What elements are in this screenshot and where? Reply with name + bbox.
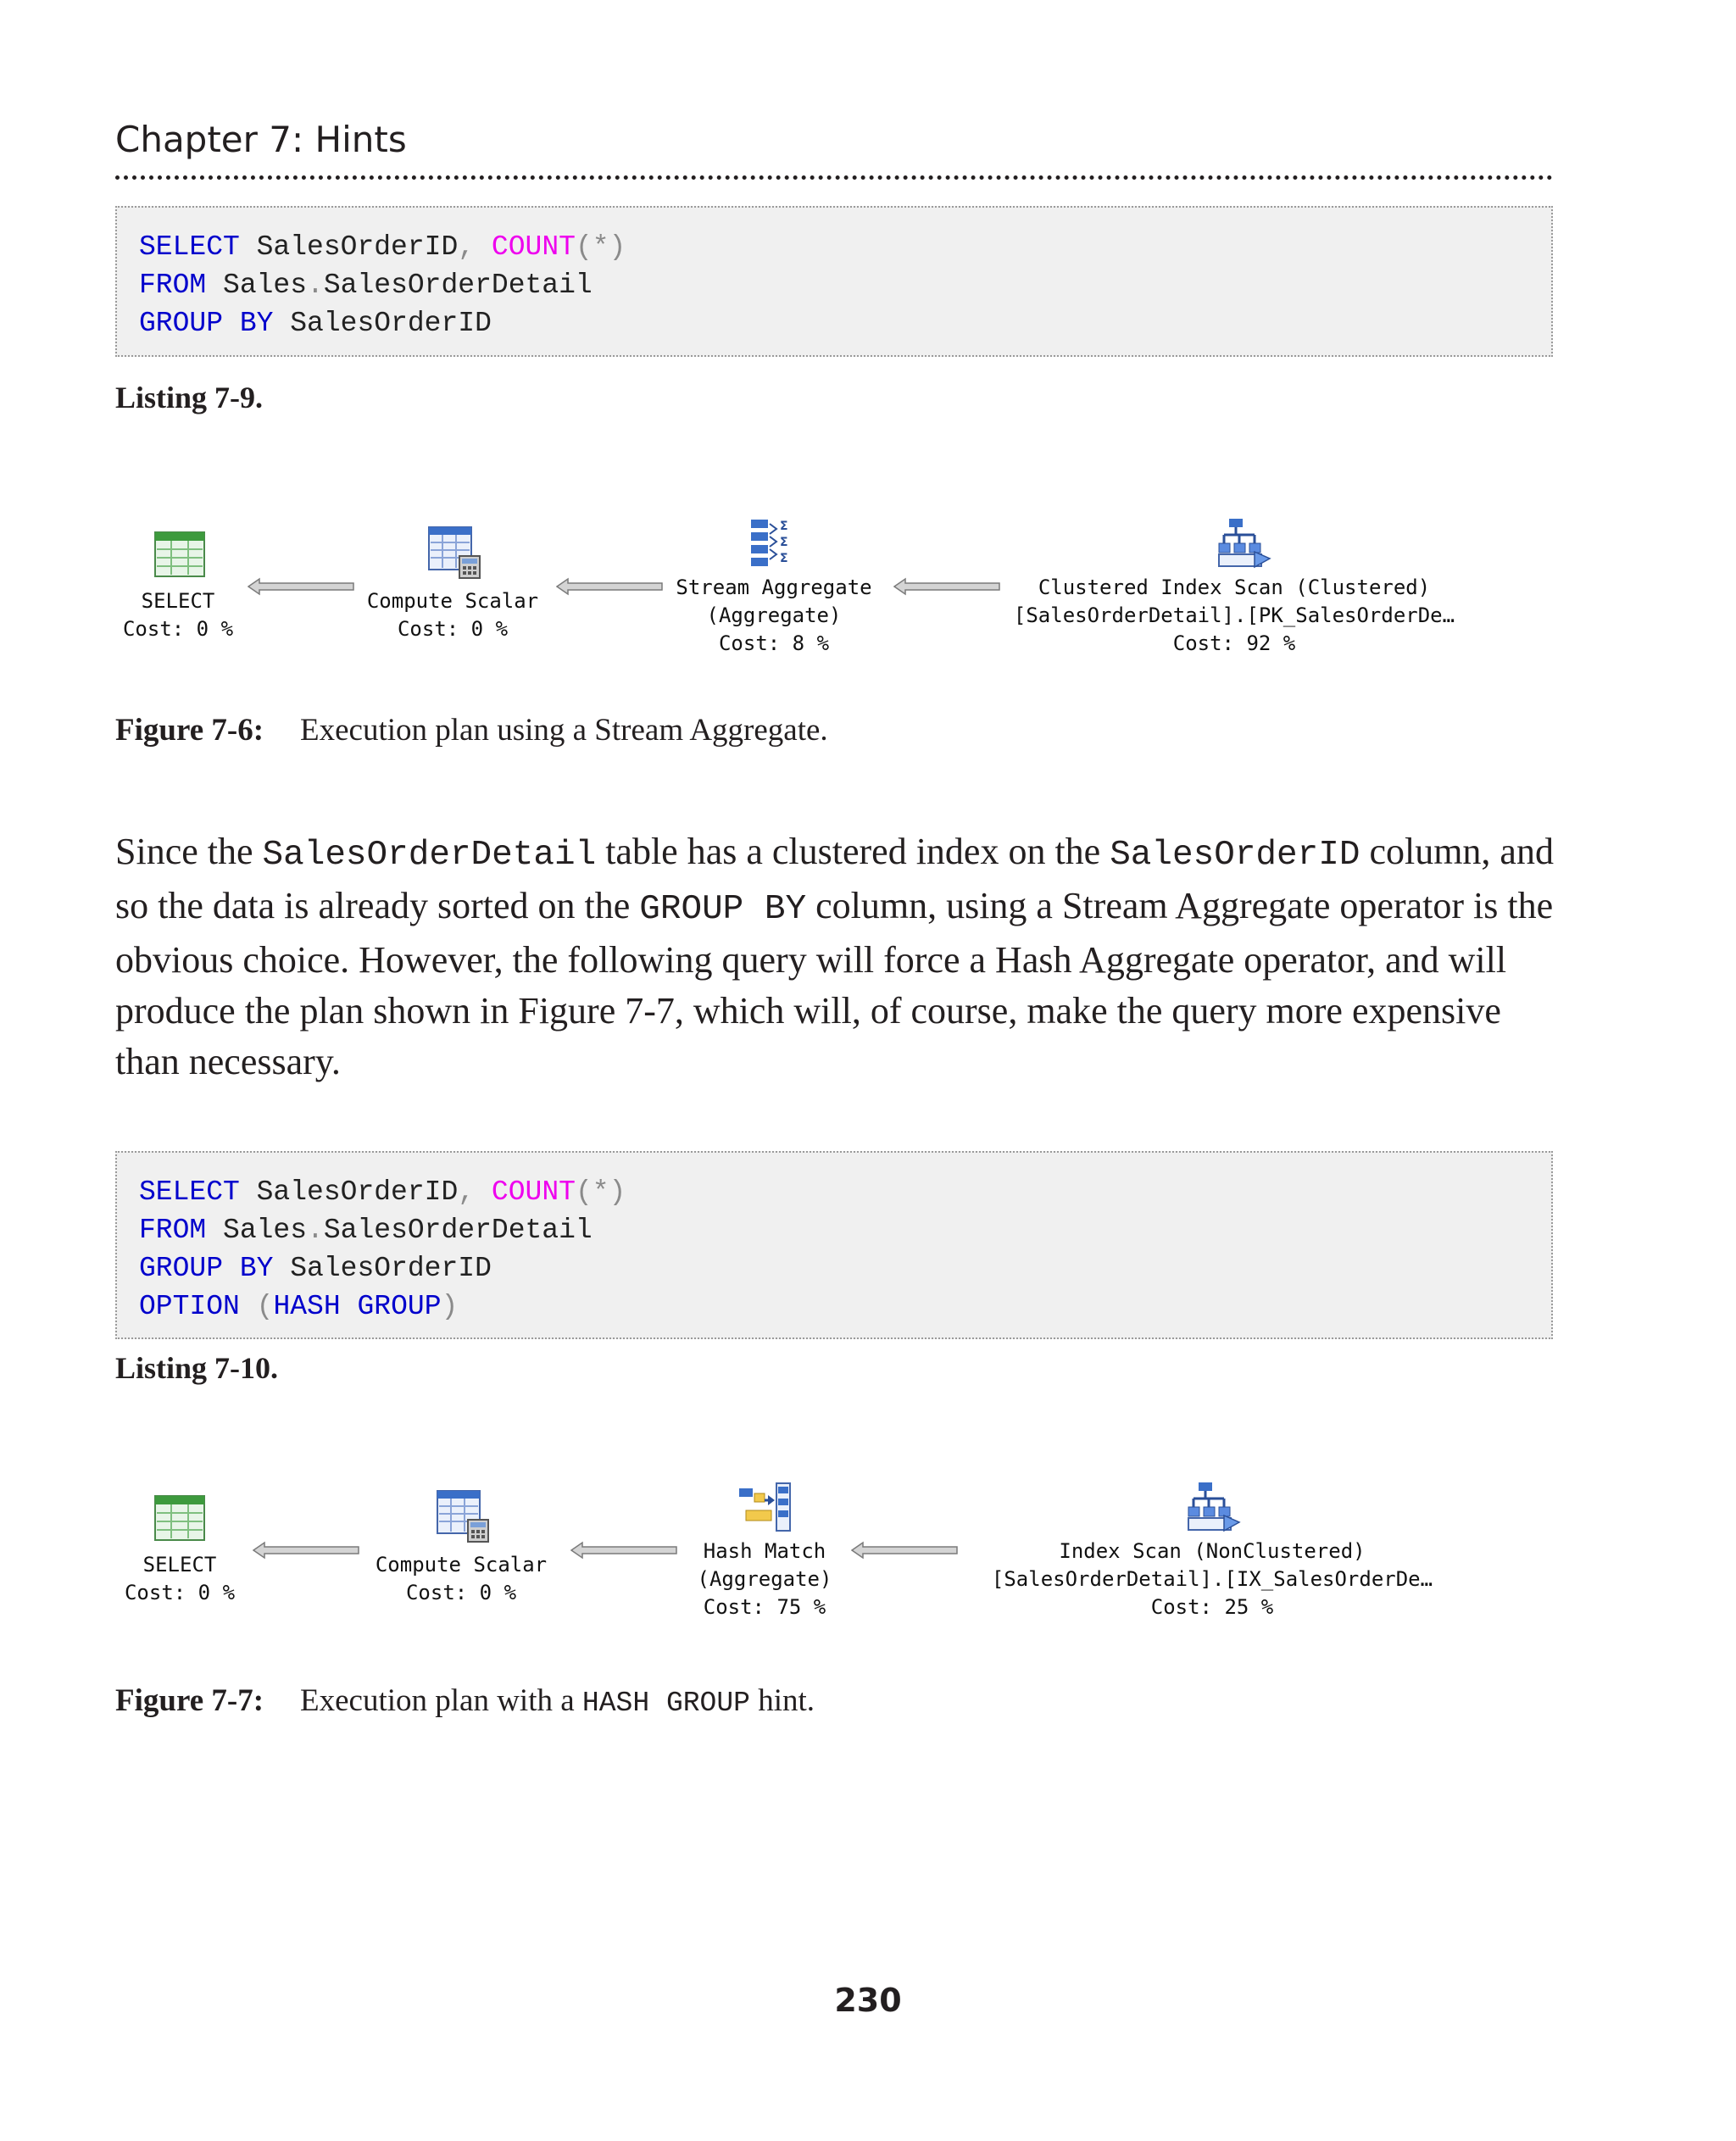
text-run: table has a clustered index on the xyxy=(596,831,1110,872)
code-token: SELECT xyxy=(139,231,240,263)
code-token: BY xyxy=(239,308,274,339)
figure-caption-7-7 xyxy=(115,1682,815,1719)
code-listing-7-9 xyxy=(115,206,1553,357)
code-token: , xyxy=(458,231,476,263)
code-token: GROUP xyxy=(357,1291,442,1322)
header-divider xyxy=(115,175,1553,180)
plan-operator-select-label xyxy=(93,587,263,643)
plan-operator-compute-scalar-label xyxy=(334,1551,588,1607)
data-flow-arrow xyxy=(570,1541,677,1564)
plan-operator-stream-aggregate-label xyxy=(647,574,901,658)
listing-caption-7-9: Listing 7-9. xyxy=(115,381,264,414)
code-token xyxy=(341,1291,358,1322)
code-token: FROM xyxy=(139,270,207,301)
text-run: column, and so the data is already sorted on the xyxy=(115,831,1554,926)
hash-match-icon xyxy=(737,1482,792,1538)
code-token: SalesOrderID xyxy=(273,1253,492,1284)
code-token: COUNT xyxy=(491,1176,576,1208)
plan-label-line: Cost: 8 % xyxy=(718,631,830,655)
index-scan-icon xyxy=(1187,1482,1243,1538)
plan-label-line: (Aggregate) xyxy=(697,1567,832,1591)
body-paragraph xyxy=(115,826,1556,1087)
figure-caption-7-6 xyxy=(115,712,828,748)
code-token xyxy=(240,1291,257,1322)
code-term: SalesOrderID xyxy=(1110,836,1360,875)
code-token: BY xyxy=(239,1253,274,1284)
code-line xyxy=(139,1211,1529,1249)
plan-label-line: [SalesOrderDetail].[PK_SalesOrderDe… xyxy=(1013,603,1455,627)
figure-caption-pre: Execution plan with a xyxy=(300,1683,582,1718)
plan-operator-index-scan-label xyxy=(941,1538,1483,1621)
code-token: ) xyxy=(441,1291,459,1322)
code-token xyxy=(223,308,240,339)
text-run: column, using a Stream Aggregate operator is the obvious choice. However, the following query will force a Hash Aggregate operator, and will produce the plan shown in Figure 7-7, which will, of course, make the query more expensive than necessary. xyxy=(115,885,1554,1082)
code-line xyxy=(139,1173,1529,1211)
data-flow-arrow xyxy=(556,577,663,600)
svg-text:Σ: Σ xyxy=(780,552,788,565)
code-term: SalesOrderDetail xyxy=(262,836,597,875)
data-flow-arrow xyxy=(893,577,1000,600)
code-line xyxy=(139,304,1529,342)
code-token: ( xyxy=(256,1291,274,1322)
compute-scalar-icon xyxy=(427,526,481,584)
stream-aggregate-icon xyxy=(749,518,797,575)
plan-label-line: Cost: 0 % xyxy=(397,617,509,641)
code-token xyxy=(475,231,492,263)
code-token: OPTION xyxy=(139,1291,240,1322)
data-flow-arrow xyxy=(253,1541,359,1564)
plan-label-line: Cost: 75 % xyxy=(703,1595,826,1619)
plan-label-line: Clustered Index Scan (Clustered) xyxy=(1038,576,1431,599)
plan-label-line: Cost: 0 % xyxy=(124,1581,236,1604)
text-run: Since the xyxy=(115,831,263,872)
listing-caption-7-10: Listing 7-10. xyxy=(115,1351,279,1385)
figure-caption-post: hint. xyxy=(749,1683,815,1718)
code-token: . xyxy=(307,1215,324,1246)
code-token: SalesOrderID xyxy=(273,308,492,339)
select-table-icon xyxy=(154,1495,205,1545)
svg-text:Σ: Σ xyxy=(780,520,788,533)
plan-label-line: Compute Scalar xyxy=(375,1553,548,1577)
code-token: (*) xyxy=(575,231,626,263)
code-token: SalesOrderDetail xyxy=(323,1215,593,1246)
execution-plan-figure-7-6 xyxy=(115,513,1553,691)
code-line xyxy=(139,228,1529,266)
figure-number: Figure 7-6: xyxy=(115,713,264,748)
code-token: . xyxy=(307,270,324,301)
plan-label-line: SELECT xyxy=(142,1553,217,1577)
plan-label-line: Index Scan (NonClustered) xyxy=(1059,1539,1366,1563)
plan-label-line: Cost: 0 % xyxy=(122,617,234,641)
select-table-icon xyxy=(154,531,205,581)
code-token: SalesOrderDetail xyxy=(323,270,593,301)
code-token: (*) xyxy=(575,1176,626,1208)
code-token: GROUP xyxy=(139,308,224,339)
code-token: Sales xyxy=(206,1215,308,1246)
plan-label-line: Hash Match xyxy=(703,1539,826,1563)
plan-label-line: Cost: 92 % xyxy=(1172,631,1296,655)
code-line xyxy=(139,1287,1529,1326)
plan-label-line: Cost: 25 % xyxy=(1150,1595,1274,1619)
plan-label-line: Cost: 0 % xyxy=(405,1581,517,1604)
code-token: FROM xyxy=(139,1215,207,1246)
plan-label-line: SELECT xyxy=(141,589,215,613)
code-token: SalesOrderID xyxy=(239,231,459,263)
code-token: Sales xyxy=(206,270,308,301)
page-number: 230 xyxy=(834,1982,902,2019)
data-flow-arrow xyxy=(851,1541,958,1564)
index-scan-icon xyxy=(1217,518,1273,575)
code-token: SELECT xyxy=(139,1176,240,1208)
code-token: GROUP xyxy=(139,1253,224,1284)
compute-scalar-icon xyxy=(436,1489,490,1548)
plan-operator-compute-scalar-label xyxy=(326,587,580,643)
figure-caption-text: Execution plan using a Stream Aggregate. xyxy=(300,713,828,748)
code-token: SalesOrderID xyxy=(239,1176,459,1208)
code-line xyxy=(139,266,1529,304)
plan-label-line: (Aggregate) xyxy=(706,603,842,627)
figure-caption-code: HASH GROUP xyxy=(581,1688,750,1719)
figure-number: Figure 7-7: xyxy=(115,1683,264,1718)
code-token: COUNT xyxy=(491,231,576,263)
plan-operator-select-label xyxy=(95,1551,264,1607)
plan-operator-clustered-index-scan-label xyxy=(963,574,1505,658)
execution-plan-figure-7-7 xyxy=(115,1476,1553,1654)
plan-label-line: Stream Aggregate xyxy=(676,576,872,599)
code-token: , xyxy=(458,1176,476,1208)
code-token xyxy=(223,1253,240,1284)
code-term: GROUP BY xyxy=(639,890,807,929)
code-token xyxy=(475,1176,492,1208)
plan-label-line: [SalesOrderDetail].[IX_SalesOrderDe… xyxy=(991,1567,1433,1591)
chapter-title: Chapter 7: Hints xyxy=(115,119,407,160)
code-token: HASH xyxy=(273,1291,341,1322)
svg-text:Σ: Σ xyxy=(780,536,788,549)
plan-label-line: Compute Scalar xyxy=(366,589,539,613)
data-flow-arrow xyxy=(248,577,354,600)
code-listing-7-10 xyxy=(115,1151,1553,1339)
code-line xyxy=(139,1249,1529,1287)
